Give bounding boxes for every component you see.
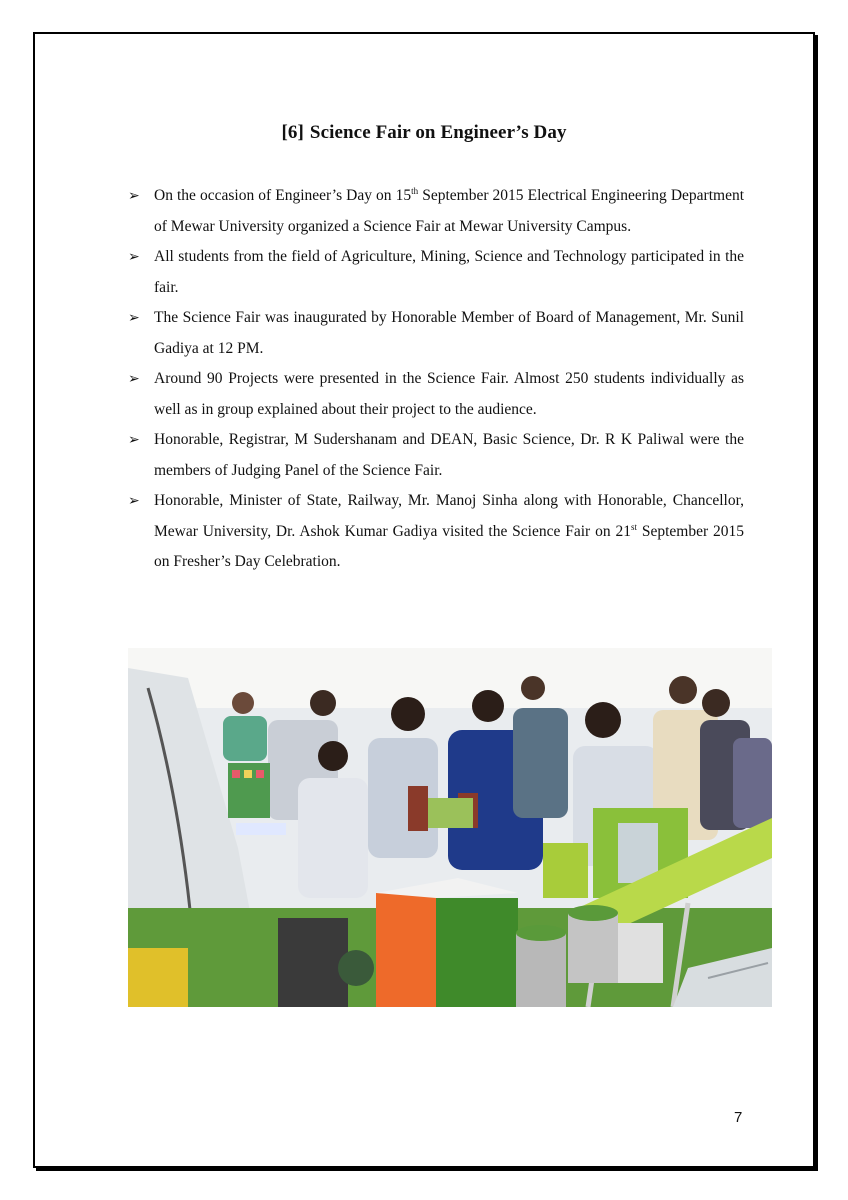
- section-title: Science Fair on Engineer’s Day: [309, 122, 567, 143]
- page-title: [0, 122, 848, 144]
- bullet-item: [128, 181, 744, 242]
- bullet-list: [128, 181, 744, 578]
- bullet-text: The Science Fair was inaugurated by Honorable Member of Board of Management, Mr. Sunil Gadiya at 12 PM.: [154, 309, 744, 357]
- bullet-text: Honorable, Minister of State, Railway, Mr. Manoj Sinha along with Honorable, Chancellor, Mewar University, Dr. Ashok Kumar Gadiya visited the Science Fair on 21st September 2015 on Fresher’s Day Celebration.: [154, 492, 744, 570]
- arrow-bullet-icon: ➢: [128, 249, 140, 265]
- section-number: [6]: [281, 122, 304, 143]
- arrow-bullet-icon: ➢: [128, 188, 140, 204]
- bullet-text: On the occasion of Engineer’s Day on 15th September 2015 Electrical Engineering Department of Mewar University organized a Science Fair at Mewar University Campus.: [154, 185, 745, 235]
- bullet-text: Honorable, Registrar, M Sudershanam and DEAN, Basic Science, Dr. R K Paliwal were the members of Judging Panel of the Science Fair.: [154, 431, 744, 479]
- arrow-bullet-icon: ➢: [128, 310, 140, 326]
- bullet-item: [128, 486, 744, 578]
- arrow-bullet-icon: ➢: [128, 432, 140, 448]
- bullet-item: [128, 425, 744, 486]
- science-fair-photo: [128, 648, 772, 1007]
- bullet-text: All students from the field of Agriculture, Mining, Science and Technology participated in the fair.: [154, 248, 744, 296]
- arrow-bullet-icon: ➢: [128, 371, 140, 387]
- bullet-item: [128, 364, 744, 425]
- page-number: 7: [734, 1109, 743, 1126]
- bullet-item: [128, 242, 744, 303]
- arrow-bullet-icon: ➢: [128, 493, 140, 509]
- bullet-text: Around 90 Projects were presented in the Science Fair. Almost 250 students individually as well as in group explained about their project to the audience.: [154, 370, 744, 418]
- bullet-item: [128, 303, 744, 364]
